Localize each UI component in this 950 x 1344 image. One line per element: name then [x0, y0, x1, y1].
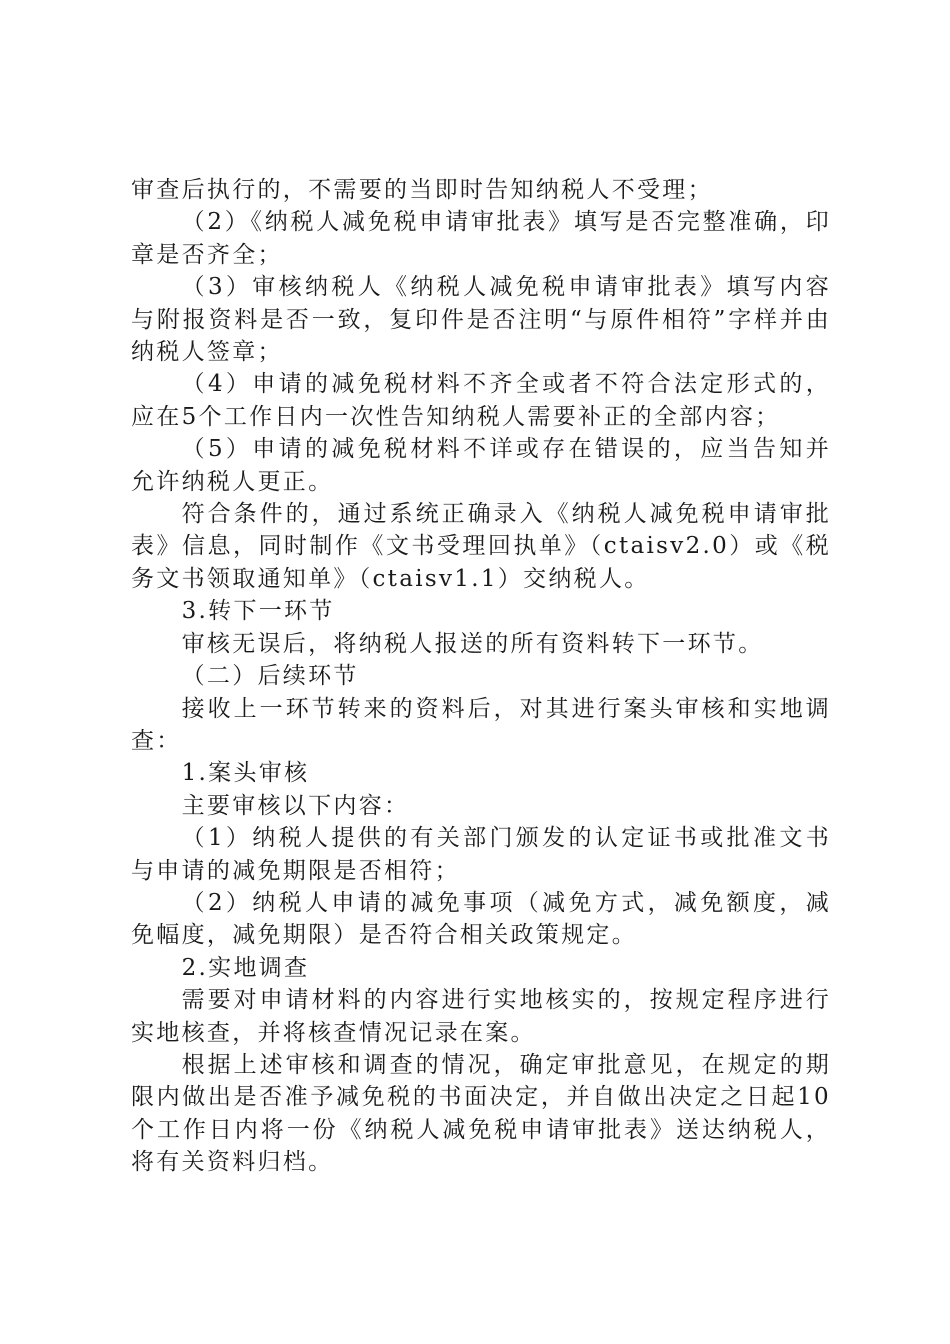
- document-body: [131, 174, 831, 1179]
- paragraph-check-item-3: （3）审核纳税人《纳税人减免税申请审批表》填写内容与附报资料是否一致，复印件是否注明“与原件相符”字样并由纳税人签章；: [131, 274, 831, 366]
- section-heading-desk-review: 1.案头审核: [181, 760, 310, 787]
- paragraph-check-item-2: （2）《纳税人减免税申请审批表》填写是否完整准确，印章是否齐全；: [131, 209, 831, 268]
- paragraph-desk-review-item-2: （2）纳税人申请的减免事项（减免方式，减免额度，减免幅度，减免期限）是否符合相关政策规定。: [131, 889, 831, 949]
- paragraph-transfer: 审核无误后，将纳税人报送的所有资料转下一环节。: [181, 630, 764, 657]
- section-heading-field-survey: 2.实地调查: [181, 954, 310, 981]
- section-heading-followup: （二）后续环节: [181, 663, 359, 690]
- paragraph-check-item-4: （4）申请的减免税材料不齐全或者不符合法定形式的，应在5个工作日内一次性告知纳税人需要补正的全部内容；: [131, 371, 831, 430]
- paragraph-check-item-5: （5）申请的减免税材料不详或存在错误的，应当告知并允许纳税人更正。: [131, 436, 831, 495]
- section-heading-transfer: 3.转下一环节: [181, 598, 335, 625]
- paragraph-desk-review-item-1: （1）纳税人提供的有关部门颁发的认定证书或批准文书与申请的减免期限是否相符；: [131, 825, 831, 884]
- paragraph-field-survey: 需要对申请材料的内容进行实地核实的，按规定程序进行实地核查，并将核查情况记录在案。: [131, 987, 831, 1046]
- paragraph-followup-intro: 接收上一环节转来的资料后，对其进行案头审核和实地调查：: [131, 695, 831, 754]
- paragraph-qualified-entry: 符合条件的，通过系统正确录入《纳税人减免税申请审批表》信息，同时制作《文书受理回执单》（ctaisv2.0）或《税务文书领取通知单》（ctaisv1.1）交纳税人。: [131, 501, 831, 592]
- paragraph-intro-continuation: 审查后执行的，不需要的当即时告知纳税人不受理；: [131, 177, 713, 203]
- paragraph-desk-review-intro: 主要审核以下内容：: [181, 792, 410, 819]
- paragraph-approval-decision: 根据上述审核和调查的情况，确定审批意见，在规定的期限内做出是否准予减免税的书面决定，并自做出决定之日起10个工作日内将一份《纳税人减免税申请审批表》送达纳税人，将有关资料归档。: [131, 1051, 831, 1176]
